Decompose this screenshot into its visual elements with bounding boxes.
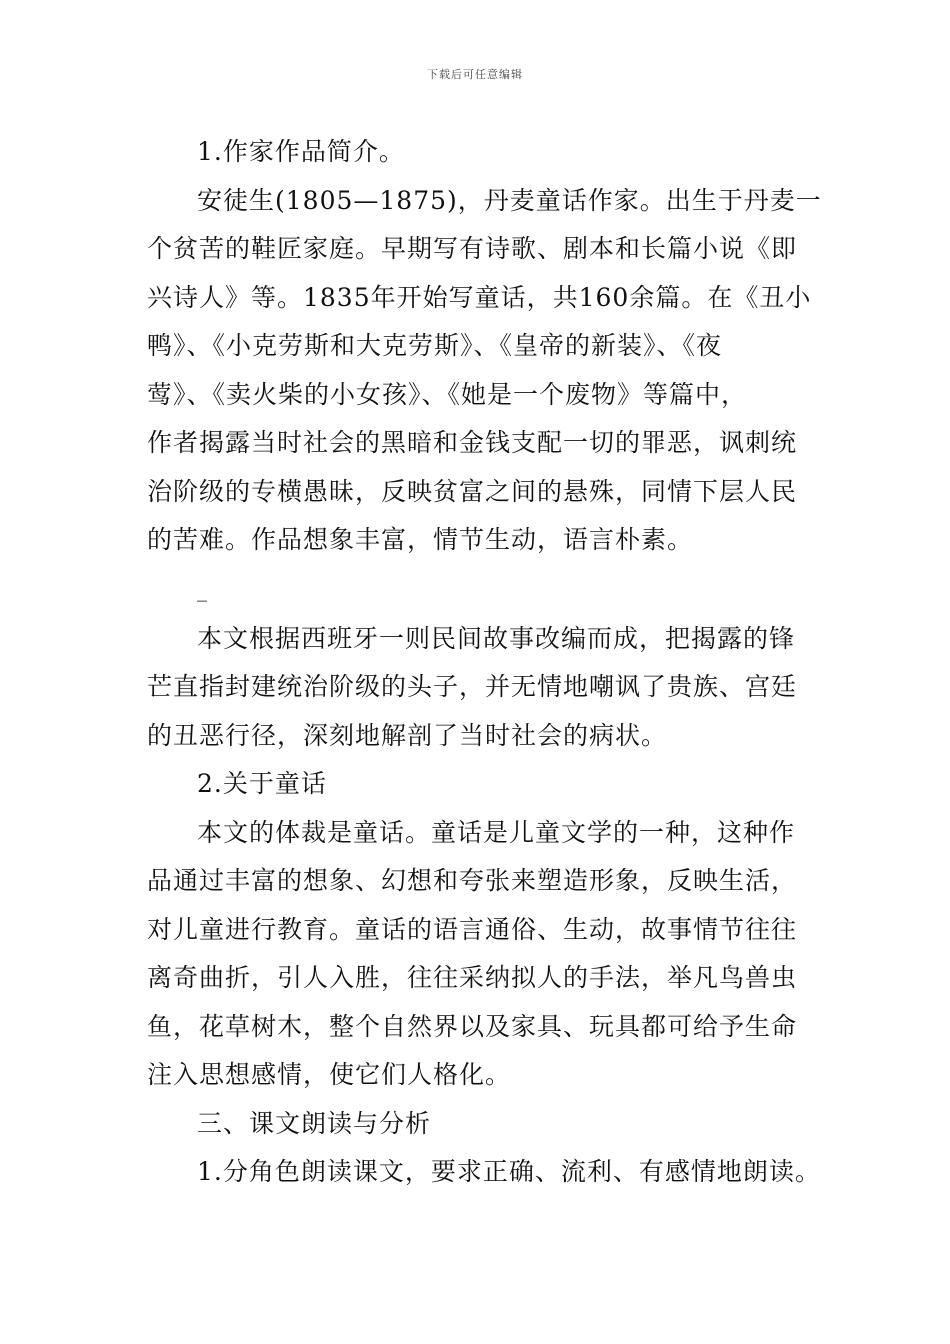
paragraph-line: 莺》、《卖火柴的小女孩》、《她是一个废物》等篇中，	[147, 379, 748, 409]
section-heading-author-intro: 1.作家作品简介。	[197, 137, 405, 166]
paragraph-line: 本文根据西班牙一则民间故事改编而成，把揭露的锋	[197, 623, 796, 653]
paragraph-line: 的丑恶行径，深刻地解剖了当时社会的病状。	[147, 720, 668, 750]
paragraph-line: 芒直指封建统治阶级的头子，并无情地嘲讽了贵族、宫廷	[147, 672, 798, 701]
section-heading-reading-analysis: 三、课文朗读与分析	[197, 1108, 432, 1138]
document-body	[147, 128, 822, 1197]
paragraph-line: 离奇曲折，引人入胜，往往采纳拟人的手法，举凡鸟兽虫	[147, 963, 798, 992]
paragraph-line: 注入思想感情，使它们人格化。	[147, 1060, 512, 1089]
paragraph-line: 鸭》、《小克劳斯和大克劳斯》、《皇帝的新装》、《夜	[147, 331, 723, 360]
section-heading-about-fairy-tales: 2.关于童话	[197, 769, 327, 798]
paragraph-line: 对儿童进行教育。童话的语言通俗、生动，故事情节往往	[147, 914, 798, 944]
paragraph-line: 安徒生(1805—1875)，丹麦童话作家。出生于丹麦一	[197, 185, 822, 215]
paragraph-line: 1.分角色朗读课文，要求正确、流利、有感情地朗读。	[197, 1157, 821, 1186]
paragraph-line: 个贫苦的鞋匠家庭。早期写有诗歌、剧本和长篇小说《即	[147, 234, 798, 263]
paragraph-line: 本文的体裁是童话。童话是儿童文学的一种，这种作	[197, 817, 796, 847]
separator-mark: _	[197, 577, 207, 602]
paragraph-line: 兴诗人》等。1835年开始写童话，共160余篇。在《丑小	[147, 282, 812, 312]
page-header: 下载后可任意编辑	[427, 68, 523, 81]
paragraph-line: 品通过丰富的想象、幻想和夸张来塑造形象，反映生活，	[147, 866, 798, 895]
paragraph-line: 的苦难。作品想象丰富，情节生动，语言朴素。	[147, 525, 694, 554]
paragraph-line: 治阶级的专横愚昧，反映贫富之间的悬殊，同情下层人民	[147, 476, 798, 506]
paragraph-line: 作者揭露当时社会的黑暗和金钱支配一切的罪恶，讽刺统	[147, 428, 798, 457]
paragraph-line: 鱼，花草树木，整个自然界以及家具、玩具都可给予生命	[147, 1011, 798, 1041]
